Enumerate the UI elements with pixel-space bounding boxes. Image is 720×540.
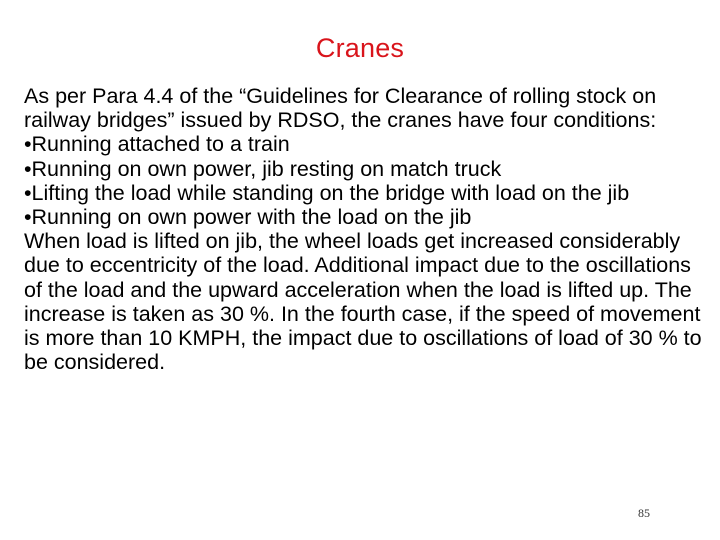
bullet-item: •Lifting the load while standing on the bridge with load on the jib bbox=[24, 180, 630, 205]
slide-title: Cranes bbox=[315, 33, 405, 63]
intro-paragraph: As per Para 4.4 of the “Guidelines for Clearance of rolling stock on railway bridges” issued by RDSO, the cranes have four conditions: bbox=[24, 84, 657, 133]
page-number: 85 bbox=[638, 506, 650, 520]
conclusion-paragraph: When load is lifted on jib, the wheel loads get increased considerably due to eccentricity of the load. Additional impact due to the oscillations of the load and the upward acceleration when the load is lifted up. The increase is taken as 30 %. In the fourth case, if the speed of movement is more than 10 KMPH, the impact due to oscillations of load of 30 % to be considered. bbox=[24, 229, 702, 375]
slide-body bbox=[24, 84, 704, 374]
bullet-item: •Running on own power, jib resting on match truck bbox=[24, 156, 502, 181]
bullet-item: •Running attached to a train bbox=[24, 132, 290, 157]
bullet-item: •Running on own power with the load on the jib bbox=[24, 205, 472, 230]
